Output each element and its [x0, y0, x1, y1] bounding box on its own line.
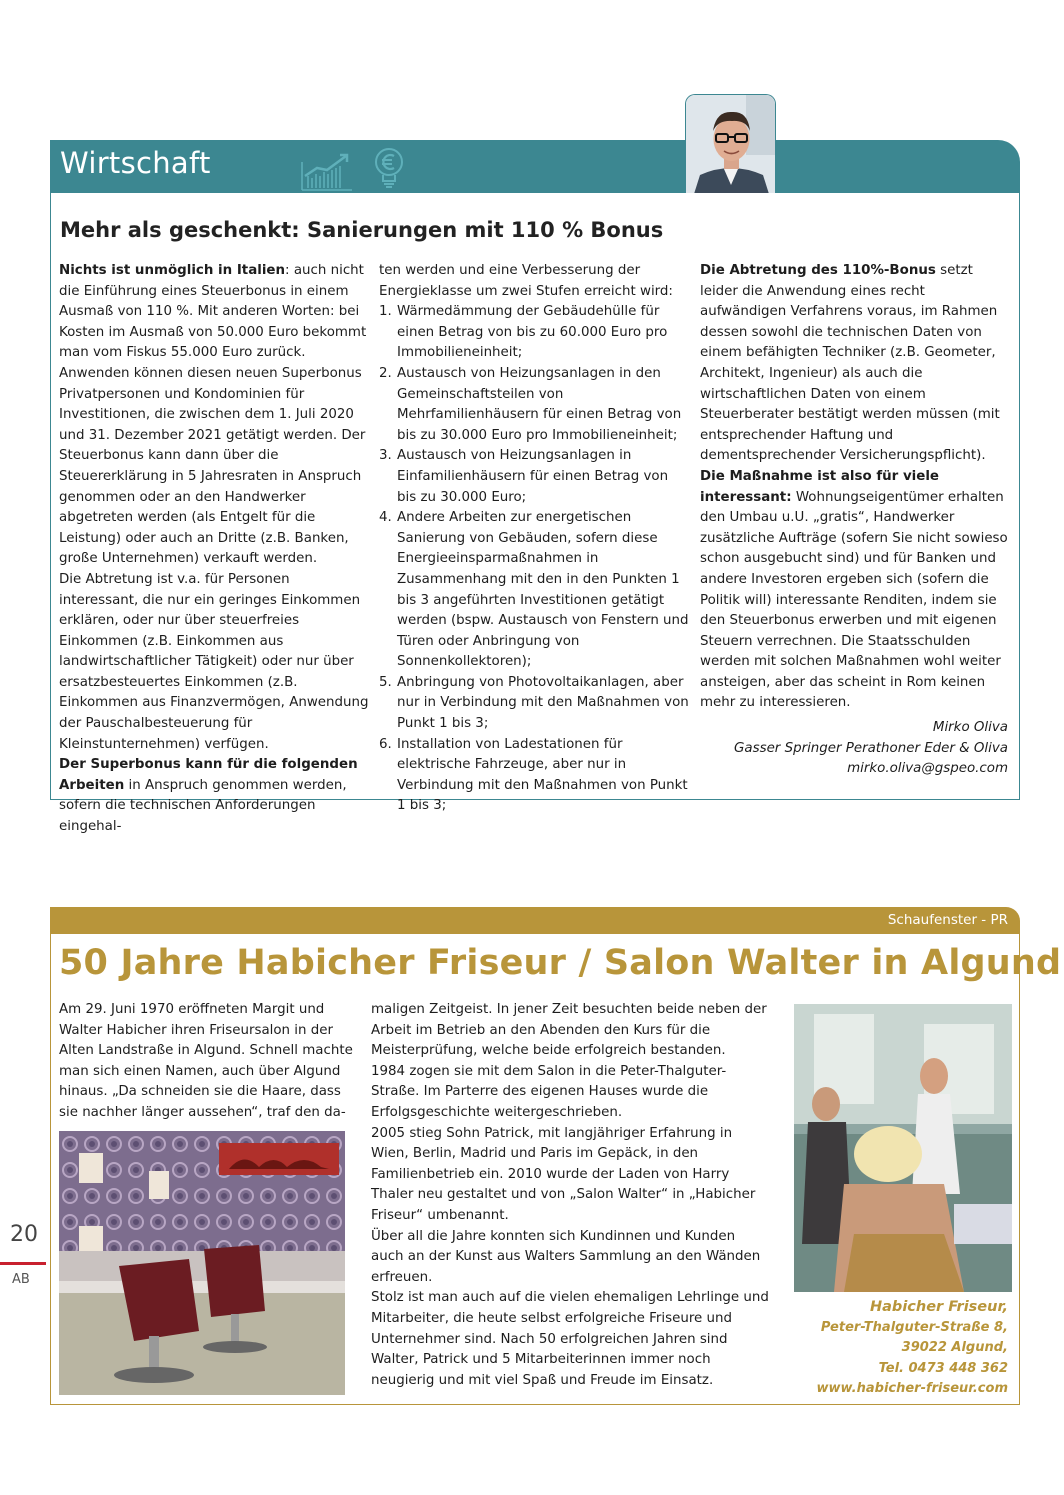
- pr-column-2: [371, 1000, 771, 1391]
- lead-bold: Die Abtretung des 110%-Bonus: [700, 263, 936, 278]
- page-number-rule: [0, 1262, 46, 1265]
- list-item: [379, 735, 691, 817]
- article-column-1: [59, 261, 371, 838]
- business-website-link[interactable]: www.habicher-friseur.com: [816, 1381, 1008, 1397]
- paragraph: [59, 261, 371, 570]
- paragraph: 2005 stieg Sohn Patrick, mit langjähriger Erfahrung in Wien, Berlin, Madrid und Paris im Gepäck, in den Familienbetrieb ein. 2010 wurde der Laden von Harry Thaler neu gestaltet und von „Salon Walter“ in „Habicher Friseur“ umbenannt.: [371, 1125, 756, 1223]
- list-item: [379, 446, 691, 508]
- list-item: [379, 508, 691, 673]
- pr-column-1: [59, 1000, 354, 1124]
- business-street: Peter-Thalguter-Straße 8,: [820, 1319, 1008, 1335]
- paragraph: [700, 261, 1012, 467]
- list-number: 6.: [379, 736, 392, 752]
- list-number: 5.: [379, 674, 392, 690]
- paragraph: Stolz ist man auch auf die vielen ehemaligen Lehrlinge und Mitarbeiter, die heute selbst erfolgreiche Friseure und Unternehmer sind. Nach 50 erfolgreichen Jahren sind Walter, Patrick und 5 Mitarbeiterinnen immer noch neugierig und mit viel Spaß und Freude im Einsatz.: [371, 1290, 769, 1388]
- lightbulb-euro-icon: [370, 146, 408, 192]
- pr-section-label: Schaufenster - PR: [887, 912, 1008, 928]
- list-item: [379, 302, 691, 364]
- paragraph: ten werden und eine Verbesserung der Energieklasse um zwei Stufen erreicht wird:: [379, 263, 673, 299]
- list-text: Andere Arbeiten zur energetischen Sanierung von Gebäuden, sofern diese Energieeinsparmaßnahmen in Zusammenhang mit den in den Punkten 1 bis 3 angeführten Investitionen getätigt werden (bspw. Austausch von Fenstern und Türen oder Anbringung von Sonnenkollektoren);: [397, 510, 689, 670]
- paragraph: [59, 755, 371, 837]
- lead-bold: Der Superbonus kann für die folgenden Arbeiten: [59, 757, 358, 793]
- paragraph-text: Wohnungseigentümer erhalten den Umbau u.U. „gratis“, Handwerker zusätzliche Aufträge (sofern Sie nicht sowieso schon ausgebucht sind) und für Banken und andere Investoren ergeben sich (sofern die Politik will) interessante Renditen, indem sie den Steuerbonus erwerben und mit eigenen Steuern verrechnen. Die Staatsschulden werden mit solchen Maßnahmen wohl weiter ansteigen, aber das scheint in Rom keinen mehr zu interessieren.: [700, 489, 1008, 711]
- article-column-3: [700, 261, 1012, 714]
- hairdressing-scene-photo: [794, 1004, 1012, 1292]
- publication-code: AB: [12, 1272, 30, 1287]
- list-number: 1.: [379, 304, 392, 320]
- article-headline: Mehr als geschenkt: Sanierungen mit 110 % Bonus: [60, 218, 664, 242]
- list-item: [379, 364, 691, 446]
- paragraph: maligen Zeitgeist. In jener Zeit besuchten beide neben der Arbeit im Betrieb an den Abenden den Kurs für die Meisterprüfung, welche beide erfolgreich bestanden.: [371, 1002, 767, 1059]
- list-text: Installation von Ladestationen für elektrische Fahrzeuge, aber nur in Verbindung mit den Maßnahmen von Punkt 1 bis 3;: [397, 736, 688, 814]
- author-firm: Gasser Springer Perathoner Eder & Oliva: [734, 740, 1008, 756]
- list-number: 3.: [379, 448, 392, 464]
- list-text: Anbringung von Photovoltaikanlagen, aber nur in Verbindung mit den Maßnahmen von Punkt 1 bis 3;: [397, 674, 689, 732]
- author-signature: [734, 718, 1008, 780]
- author-portrait: [685, 94, 776, 193]
- author-email[interactable]: mirko.oliva@gspeo.com: [847, 761, 1008, 777]
- business-name: Habicher Friseur,: [870, 1299, 1008, 1315]
- lead-bold: Nichts ist unmöglich in Italien: [59, 263, 286, 278]
- paragraph: [700, 467, 1012, 714]
- paragraph: Die Abtretung ist v.a. für Personen interessant, die nur ein geringes Einkommen erklären, oder nur über steuerfreies Einkommen (z.B. Einkommen aus landwirtschaftlicher Tätigkeit) oder nur über ersatzbesteuertes Einkommen (z.B. Einkommen aus Finanzvermögen, Anwendung der Pauschalbesteuerung für Kleinstunternehmen) verfügen.: [59, 571, 369, 752]
- list-number: 4.: [379, 510, 392, 526]
- author-name: Mirko Oliva: [932, 720, 1008, 735]
- list-text: Austausch von Heizungsanlagen in Einfamilienhäusern für einen Betrag von bis zu 30.000 Euro;: [397, 448, 669, 505]
- pr-header-bar: [50, 907, 1020, 934]
- list-number: 2.: [379, 365, 392, 381]
- paragraph: 1984 zogen sie mit dem Salon in die Peter-Thalguter-Straße. Im Parterre des eigenen Hauses wurde die Erfolgsgeschichte weitergeschrieben.: [371, 1063, 727, 1120]
- article-column-2: [379, 261, 691, 817]
- paragraph: Über all die Jahre konnten sich Kundinnen und Kunden auch an der Kunst aus Walters Sammlung an den Wänden erfreuen.: [371, 1228, 761, 1285]
- paragraph-text: : auch nicht die Einführung eines Steuerbonus in einem Ausmaß von 110 %. Mit anderen Worten: bei Kosten im Ausmaß von 50.000 Euro bekommt man vom Fiskus 55.000 Euro zurück. Anwenden können diesen neuen Superbonus Privatpersonen und Kondominien für Investitionen, die zwischen dem 1. Juli 2020 und 31. Dezember 2021 getätigt werden. Der Steuerbonus kann dann über die Steuererklärung in 5 Jahresraten in Anspruch genommen oder an den Handwerker abgetreten werden (als Entgelt für die Leistung) oder auch an Dritte (z.B. Banken, große Unternehmen) verkauft werden.: [59, 263, 367, 567]
- chart-icon: [300, 150, 356, 192]
- page-number: 20: [10, 1222, 38, 1247]
- paragraph-text: in Anspruch genommen werden, sofern die technischen Anforderungen eingehal-: [59, 777, 347, 835]
- list-text: Austausch von Heizungsanlagen in den Gemeinschaftsteilen von Mehrfamilienhäusern für einen Betrag von bis zu 30.000 Euro pro Immobilieneinheit;: [397, 365, 682, 443]
- list-item: [379, 673, 691, 735]
- lead-bold: Die Maßnahme ist also für viele interessant:: [700, 468, 940, 505]
- business-city: 39022 Algund,: [901, 1340, 1008, 1356]
- list-text: Wärmedämmung der Gebäudehülle für einen Betrag von bis zu 60.000 Euro pro Immobilieneinheit;: [397, 304, 668, 361]
- measures-list: [379, 302, 691, 817]
- business-phone[interactable]: Tel. 0473 448 362: [878, 1360, 1008, 1376]
- pr-headline: 50 Jahre Habicher Friseur / Salon Walter in Algund: [59, 943, 1062, 983]
- paragraph: Am 29. Juni 1970 eröffneten Margit und Walter Habicher ihren Friseursalon in der Alten Landstraße in Algund. Schnell machte man sich einen Namen, auch über Algund hinaus. „Da schneiden sie die Haare, dass sie nachher länger aussehen“, traf den da-: [59, 1002, 353, 1120]
- section-title: Wirtschaft: [60, 146, 211, 180]
- salon-interior-photo: [59, 1131, 345, 1395]
- business-address: [816, 1297, 1008, 1400]
- paragraph-text: setzt leider die Anwendung eines recht aufwändigen Verfahrens voraus, im Rahmen dessen sowohl die technischen Daten von einem befähigten Techniker (z.B. Geometer, Architekt, Ingenieur) als auch die wirtschaftlichen Daten von einem Steuerberater bestätigt werden müssen (mit entsprechender Haftung und dementsprechender Versicherungspflicht).: [700, 263, 1000, 464]
